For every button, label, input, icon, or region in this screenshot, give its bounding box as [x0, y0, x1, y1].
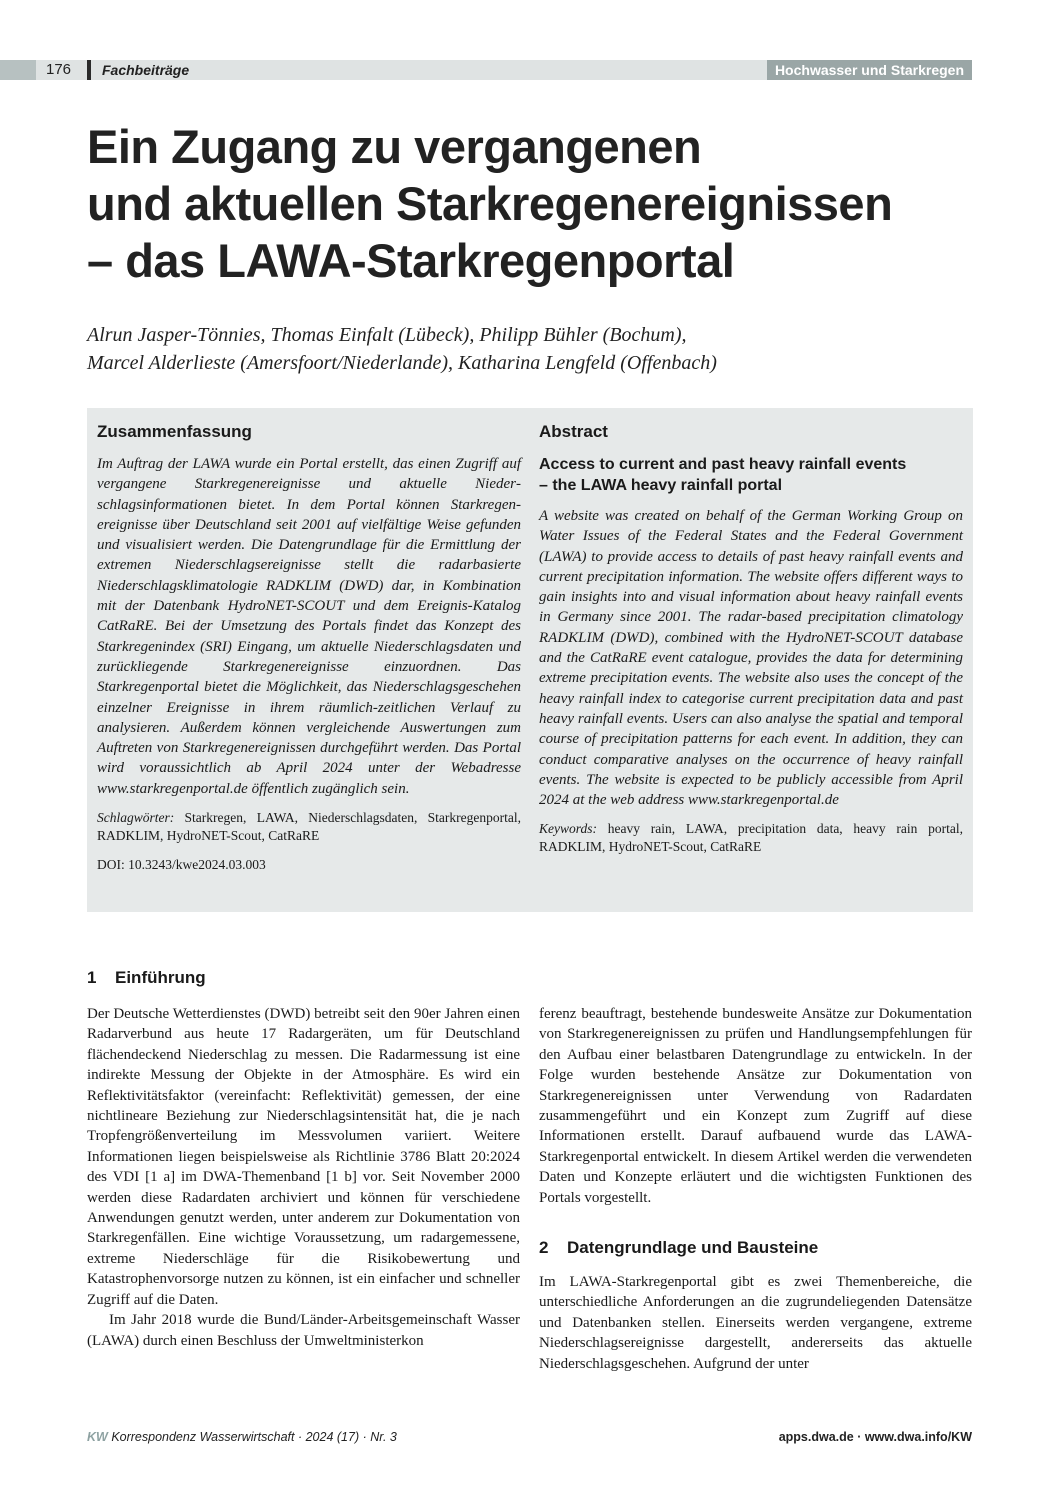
- title-line-2: und aktuellen Starkregenereignissen: [87, 177, 893, 230]
- section-1-title: Einführung: [115, 968, 206, 987]
- section-1-paragraph-3: ferenz beauftragt, bestehende bundesweite Ansätze zur Dokumentation von Starkregenereignissen zu prüfen und Handlungsempfehlungen für den Aufbau einer belastbaren Datengrundlage zu entwickeln. In der Folge wurden bestehende Ansätze zur Dokumentation von Starkregenereignissen unter Verwendung von Radardaten zusammengeführt und ein Konzept zum Zugriff auf diese Informationen erstellt. Darauf aufbauend wurde das LAWA-Starkregenportal entwickelt. In diesem Artikel werden die verwendeten Daten und Konzepte erläutert und die wichtigsten Funktionen des Portals vorgestellt.: [539, 1006, 972, 1206]
- abstract-subtitle: [539, 454, 963, 496]
- section-2-title: Datengrundlage und Bausteine: [567, 1238, 819, 1257]
- body-column-right: [539, 1004, 972, 1208]
- footer-journal-text: Korrespondenz Wasserwirtschaft · 2024 (17) · Nr. 3: [111, 1430, 397, 1444]
- title-line-1: Ein Zugang zu vergangenen: [87, 120, 702, 173]
- section-1-heading: [87, 968, 206, 988]
- abstract-box: [87, 408, 973, 912]
- body-column-left: [87, 1004, 520, 1351]
- footer-urls: apps.dwa.de · www.dwa.info/KW: [778, 1430, 972, 1444]
- section-2-heading: [539, 1238, 818, 1258]
- section-1-number: 1: [87, 968, 97, 987]
- authors: [87, 321, 977, 377]
- zusammenfassung-text: Im Auftrag der LAWA wurde ein Portal erstellt, das einen Zugriff auf vergangene Starkregenereignisse und aktuelle Niederschlagsinformationen bietet. In dem Portal können Starkregenereignisse über Deutschland seit 2001 auf vielfältige Weise gefunden und visualisiert werden. Die Datengrundlage für die Ermittlung der extremen Niederschlagsereignisse stellt die radarbasierte Niederschlagsklimatologie RADKLIM (DWD) dar, in Kombination mit der Datenbank HydroNET-SCOUT und dem Ereignis-Katalog CatRaRE. Bei der Umsetzung des Portals findet das Konzept des Starkregenindex (SRI) Eingang, um aktuelle Niederschlagsdaten und zurückliegende Starkregenereignisse einzuordnen. Das Starkregenportal bietet die Möglichkeit, das Niederschlagsgeschehen einzelner Ereignisse in ihrem räumlich-zeitlichen Verlauf zu analysieren. Außerdem können vergleichende Auswertungen zum Auftreten von Starkregenereignissen durchgeführt werden. Das Portal wird voraussichtlich ab April 2024 unter der Webadresse www.starkregenportal.de öffentlich zugänglich sein.: [97, 456, 521, 797]
- abstract-text: A website was created on behalf of the German Working Group on Water Issues of the Federal States and the Federal Government (LAWA) to provide access to details of past heavy rainfall events and current precipitation information. The website offers different ways to gain insights into and visual information about heavy rainfall events in Germany since 2001. The radar-based precipitation climatology RADKLIM (DWD), combined with the HydroNET-SCOUT database and the CatRaRE event catalogue, provides the data for determining extreme precipitation events. The website also uses the concept of the heavy rainfall index to categorise current precipitation data and past heavy rainfall events. Users can also analyse the spatial and temporal course of precipitation patterns for each event. In addition, they can conduct comparative analyses on the occurrence of heavy rainfall events. The website is expected to be publicly accessible from April 2024 at the web address www.starkregenportal.de: [539, 508, 963, 809]
- section-2-paragraph-1: Im LAWA-Starkregenportal gibt es zwei Themenbereiche, die unterschiedliche Anforderungen an die zugrundeliegenden Datensätze und Datenbanken stellen. Einerseits werden vergangene, extreme Niederschlagsereignisse dargestellt, andererseits das aktuelle Niederschlagsgeschehen. Aufgrund der unter: [539, 1274, 972, 1372]
- abstract-subtitle-line-1: Access to current and past heavy rainfall events: [539, 456, 907, 473]
- header-page-box: [0, 60, 36, 80]
- authors-line-2: Marcel Alderlieste (Amersfoort/Niederlande), Katharina Lengfeld (Offenbach): [87, 352, 717, 374]
- footer-kw-mark: KW: [87, 1430, 108, 1444]
- abstract-heading: Abstract: [539, 422, 608, 441]
- section-2-column: [539, 1272, 972, 1374]
- abstract-subtitle-line-2: – the LAWA heavy rainfall portal: [539, 477, 783, 494]
- header-separator: [87, 60, 91, 80]
- abstract-column: [539, 422, 963, 856]
- header-section: Fachbeiträge: [102, 62, 190, 78]
- doi: DOI: 10.3243/kwe2024.03.003: [97, 857, 266, 873]
- authors-line-1: Alrun Jasper-Tönnies, Thomas Einfalt (Lübeck), Philipp Bühler (Bochum),: [87, 324, 687, 346]
- title-line-3: – das LAWA-Starkregenportal: [87, 234, 735, 287]
- zusammenfassung-heading: Zusammenfassung: [97, 422, 252, 441]
- keywords: [539, 820, 963, 856]
- section-1-paragraph-2: Im Jahr 2018 wurde die Bund/Länder-Arbeitsgemeinschaft Wasser (LAWA) durch einen Beschluss der Umweltministerkon: [87, 1312, 520, 1349]
- keywords-label: Keywords:: [539, 821, 597, 837]
- keywords-values: heavy rain, LAWA, precipitation data, heavy rain portal, RADKLIM, HydroNET-Scout, CatRaRE: [539, 821, 963, 855]
- page-number: 176: [46, 61, 72, 78]
- header-topic: Hochwasser und Starkregen: [767, 60, 972, 80]
- schlagwoerter-label: Schlagwörter:: [97, 810, 175, 826]
- article-title: [87, 118, 977, 289]
- footer-journal: [87, 1430, 397, 1444]
- section-2-number: 2: [539, 1238, 549, 1257]
- zusammenfassung-column: [97, 422, 521, 873]
- schlagwoerter-values: Starkregen, LAWA, Niederschlagsdaten, Starkregenportal, RADKLIM, HydroNET-Scout, CatRaRE: [97, 810, 521, 844]
- section-1-paragraph-1: Der Deutsche Wetterdienstes (DWD) betreibt seit den 90er Jahren einen Radarverbund aus heute 17 Radargeräten, um für Deutschland flächendeckend Niederschlag zu messen. Die Radarmessung ist eine indirekte Messung der Objekte in der Atmosphäre. Es wird ein Reflektivitätsfaktor (vereinfacht: Reflektivität) gemessen, der eine nichtlineare Beziehung zur Niederschlagsintensität hat, die je nach Tropfengrößenverteilung im Messvolumen variiert. Weitere Informationen liegen beispielsweise als Richtlinie 3786 Blatt 20:2024 des VDI [1 a] im DWA-Themenband [1 b] vor. Seit November 2000 werden diese Radardaten archiviert und können für verschiedene Anwendungen genutzt werden, unter anderem zur Dokumentation von Starkregenfällen. Eine wichtige Voraussetzung, um radargemessene, extreme Niederschläge für die Risikobewertung und Katastrophenvorsorge nutzen zu können, ist ein einfacher und schneller Zugriff auf die Daten.: [87, 1006, 520, 1308]
- schlagwoerter: [97, 809, 521, 845]
